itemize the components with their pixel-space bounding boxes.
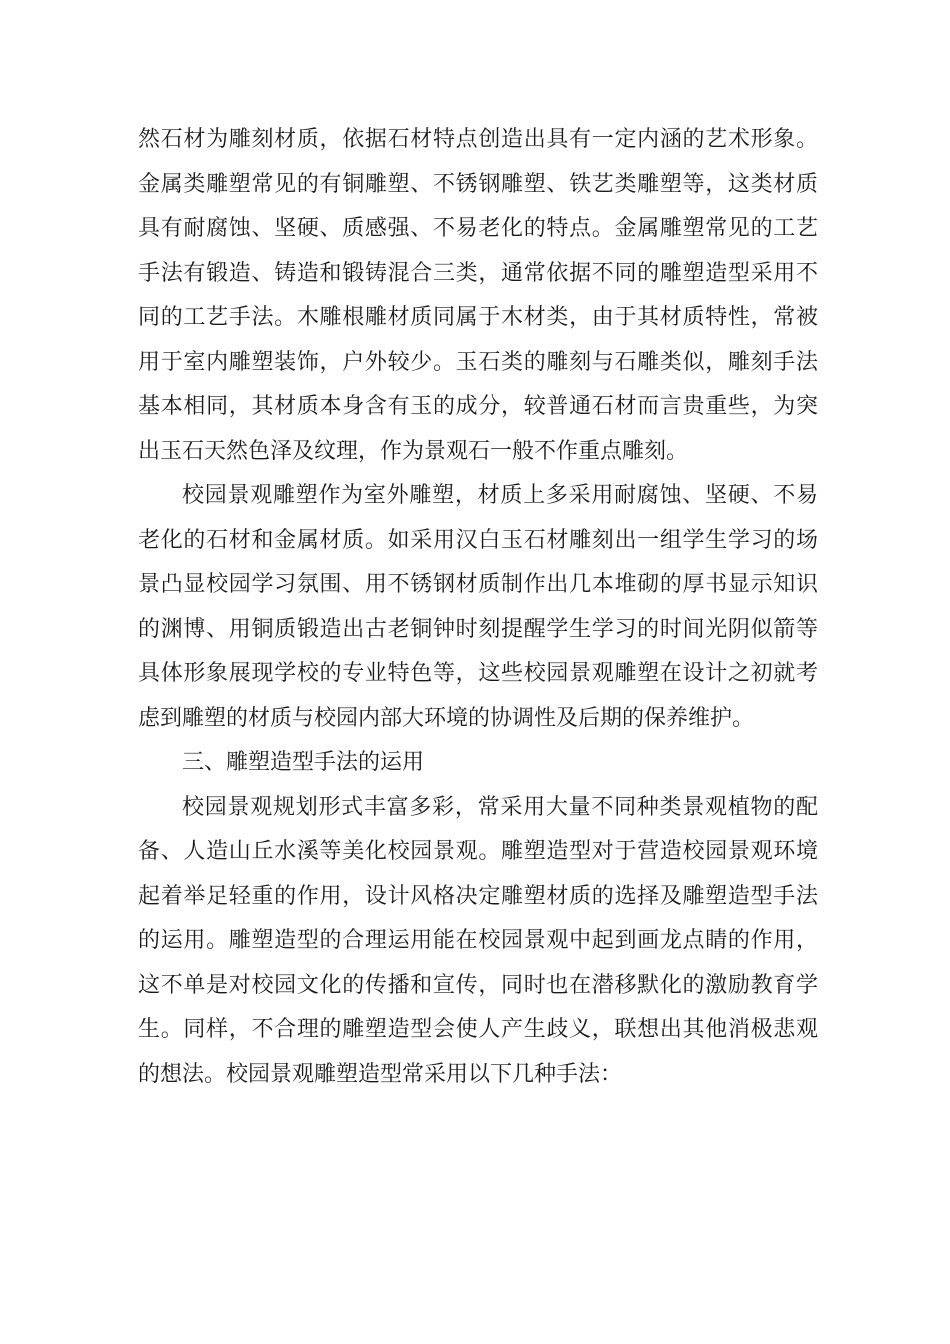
- paragraph-campus-landscape-planning: 校园景观规划形式丰富多彩，常采用大量不同种类景观植物的配备、人造山丘水溪等美化校园景观。雕塑造型对于营造校园景观环境起着举足轻重的作用，设计风格决定雕塑材质的选择及雕塑造型手法的运用。雕塑造型的合理运用能在校园景观中起到画龙点睛的作用，这不单是对校园文化的传播和宣传，同时也在潜移默化的激励教育学生。同样，不合理的雕塑造型会使人产生歧义，联想出其他消极悲观的想法。校园景观雕塑造型常采用以下几种手法：: [138, 794, 818, 1087]
- paragraph-stone-metal-materials: 然石材为雕刻材质，依据石材特点创造出具有一定内涵的艺术形象。金属类雕塑常见的有铜雕塑、不锈钢雕塑、铁艺类雕塑等，这类材质具有耐腐蚀、坚硬、质感强、不易老化的特点。金属雕塑常见的工艺手法有锻造、铸造和锻铸混合三类，通常依据不同的雕塑造型采用不同的工艺手法。木雕根雕材质同属于木材类，由于其材质特性，常被用于室内雕塑装饰，户外较少。玉石类的雕刻与石雕类似，雕刻手法基本相同，其材质本身含有玉的成分，较普通石材而言贵重些，为突出玉石天然色泽及纹理，作为景观石一般不作重点雕刻。: [138, 127, 818, 464]
- document-body: [138, 118, 818, 1097]
- section-heading-sculpture-techniques: 三、雕塑造型手法的运用: [182, 750, 425, 775]
- paragraph-campus-sculpture-materials: 校园景观雕塑作为室外雕塑，材质上多采用耐腐蚀、坚硬、不易老化的石材和金属材质。如采用汉白玉石材雕刻出一组学生学习的场景凸显校园学习氛围、用不锈钢材质制作出几本堆砌的厚书显示知识的渊博、用铜质锻造出古老铜钟时刻提醒学生学习的时间光阴似箭等具体形象展现学校的专业特色等，这些校园景观雕塑在设计之初就考虑到雕塑的材质与校园内部大环境的协调性及后期的保养维护。: [138, 483, 818, 731]
